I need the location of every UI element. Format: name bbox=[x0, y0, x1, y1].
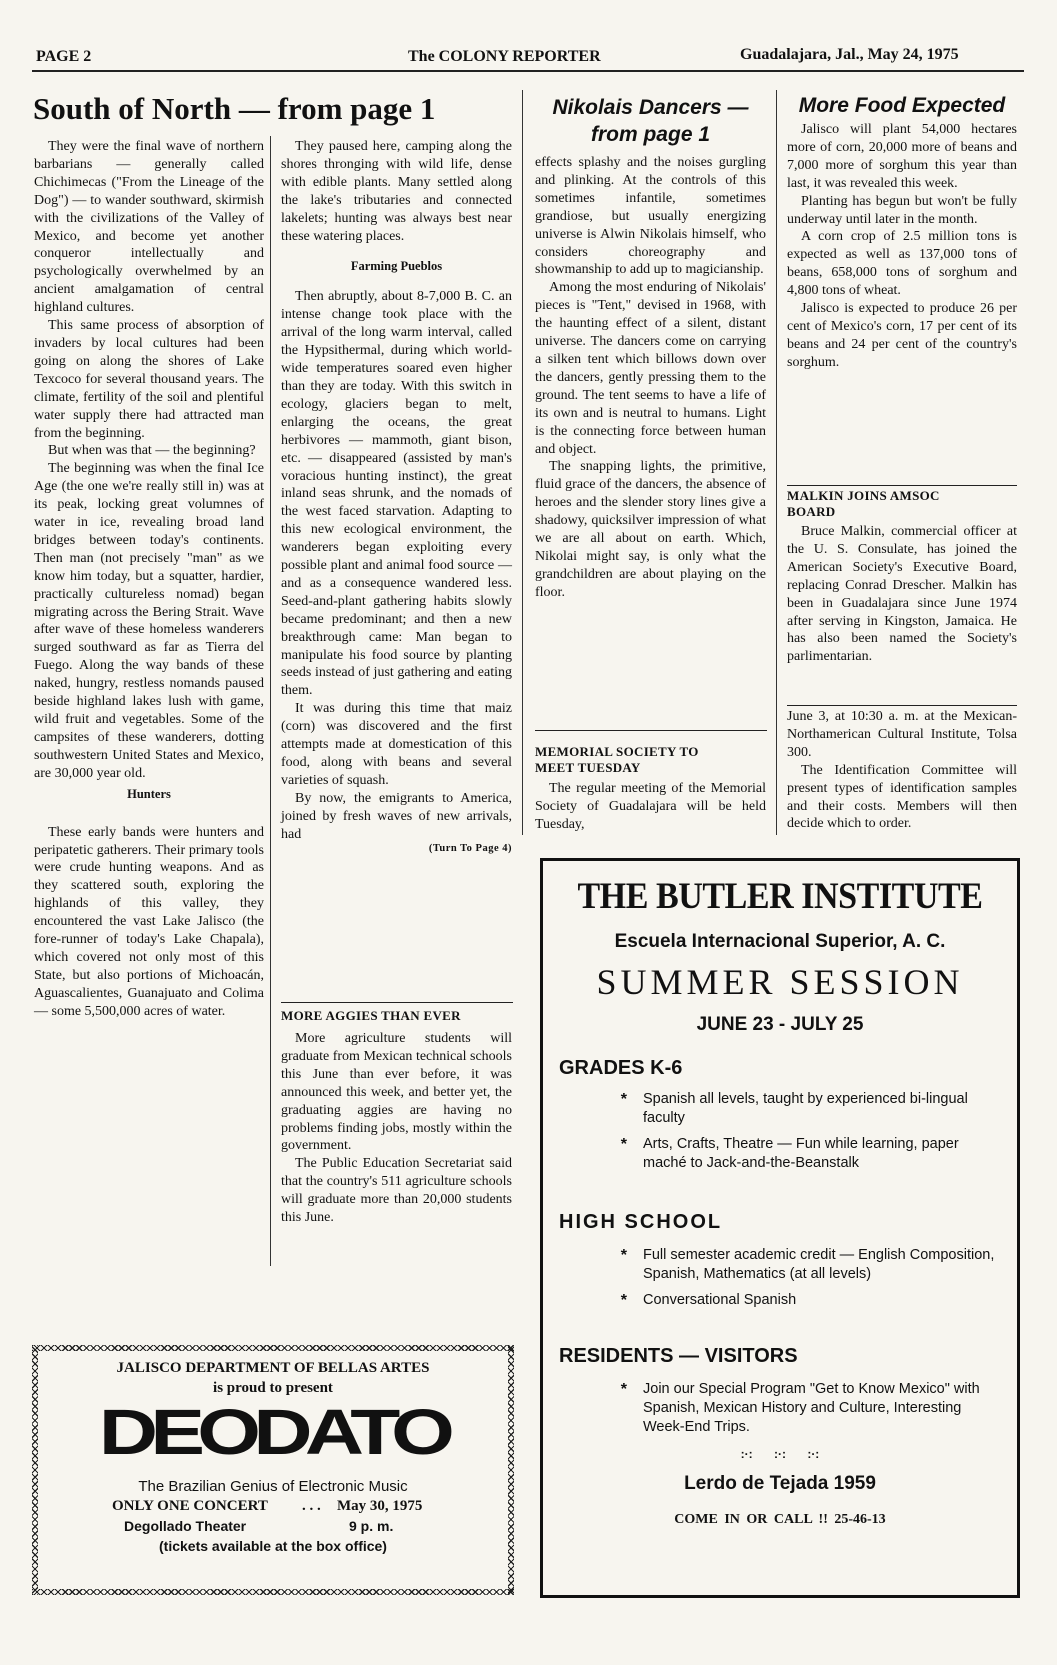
deodato-tagline: The Brazilian Genius of Electronic Music bbox=[138, 1478, 408, 1495]
article-malkin bbox=[787, 488, 1017, 666]
butler-call: COME IN OR CALL !! 25-46-13 bbox=[674, 1512, 886, 1527]
bullet-text: Join our Special Program "Get to Know Mexico" with Spanish, Mexican History and Culture, Interesting Week-End Trips. bbox=[643, 1381, 980, 1435]
paragraph: The snapping lights, the primitive, fluid grace of the dancers, the absence of heroes and the slender story lines give a shadowy, quicksilver impression of what we are all about on earth. Which, Nikolai might say, is only what the grandchildren are about playing on the floor. bbox=[535, 459, 766, 600]
aggies-headline: MORE AGGIES THAN EVER bbox=[281, 1008, 461, 1023]
paragraph: It was during this time that maiz (corn) was discovered and the first attempts made at domestication of this food, along with beans and several varieties of squash. bbox=[281, 701, 512, 788]
butler-session: SUMMER SESSION bbox=[596, 962, 964, 1002]
bullet-item: * Conversational Spanish bbox=[583, 1291, 1003, 1310]
decorative-dots: :·: :·: :·: bbox=[740, 1447, 820, 1461]
paragraph: Jalisco is expected to produce 26 per cent of Mexico's corn, 17 per cent of its beans and 24 per cent of the country's sorghum. bbox=[787, 301, 1017, 370]
paragraph: effects splashy and the noises gurgling and plinking. At the controls of this sometimes infantile, sometimes grandiose, but usually energizing universe is Alwin Nikolais himself, who considers choreography and showmanship to add up to magicianship. bbox=[535, 155, 766, 278]
paragraph: These early bands were hunters and peripatetic gatherers. Their primary tools were crude hunting weapons. And as they scattered south, exploring the highlands of this valley, they encountered the vast Lake Jalisco (the fore-runner of today's Lake Chapala), which covered not only most of this State, but also portions of Michoacán, Aguascalientes, Guanajuato and Colima — some 5,500,000 acres of water. bbox=[34, 824, 264, 1019]
paragraph: By now, the emigrants to America, joined by fresh waves of new arrivals, had bbox=[281, 790, 512, 842]
bullet-text: Spanish all levels, taught by experienced bi-lingual faculty bbox=[643, 1091, 968, 1126]
bullet-text: Conversational Spanish bbox=[643, 1292, 797, 1308]
butler-address: Lerdo de Tejada 1959 bbox=[684, 1473, 876, 1494]
paragraph: The Identification Committee will present types of identification samples and their costs. Members will then decide which to order. bbox=[787, 762, 1017, 832]
butler-title: THE BUTLER INSTITUTE bbox=[577, 876, 983, 917]
memorial-headline: MEMORIAL SOCIETY TO MEET TUESDAY bbox=[535, 744, 699, 775]
butler-subtitle: Escuela Internacional Superior, A. C. bbox=[614, 931, 946, 952]
section-heading-residents: RESIDENTS — VISITORS bbox=[559, 1345, 798, 1367]
paragraph: The Public Education Secretariat said that the country's 511 agriculture schools will graduate more than 20,000 students this June. bbox=[281, 1156, 512, 1226]
bullet-text: Arts, Crafts, Theatre — Fun while learning, paper maché to Jack-and-the-Beanstalk bbox=[643, 1136, 959, 1171]
paragraph: They were the final wave of northern barbarians — generally called Chichimecas ("From the Lineage of the Dog") — to wander southward, skirmish with the civilizations of the Valley of Mexico, and become yet another conqueror intellectually and psychologically overwhelmed by an ancient amalgamation of central highland cultures. bbox=[34, 139, 264, 316]
paragraph: Among the most enduring of Nikolais' pieces is "Tent," devised in 1968, with the haunting effect of a silent, distant universe. The dancers come on carrying a silken tent which billows down over the dancers, gently pressing them to the ground. The tent seems to have a life of its own and is neutral to humans. Light is the connecting force between human and object. bbox=[535, 280, 766, 457]
deodato-present-line: is proud to present bbox=[213, 1380, 333, 1396]
deodato-ad bbox=[32, 1345, 514, 1595]
bullet-text: Full semester academic credit — English Composition, Spanish, Mathematics (at all levels) bbox=[643, 1247, 995, 1282]
deodato-concert: ONLY ONE CONCERT bbox=[112, 1498, 268, 1514]
paragraph: Bruce Malkin, commercial officer at the U. S. Consulate, has joined the American Society's Executive Board, replacing Conrad Drescher. Malkin has been in Guadalajara since June 1974 after serving in Kingston, Jamaica. He has also been named the Society's parlimentarian. bbox=[787, 524, 1017, 665]
section-heading-high-school: HIGH SCHOOL bbox=[559, 1211, 723, 1233]
deodato-logo: DEODATO bbox=[98, 1396, 448, 1468]
bullet-item: * Full semester academic credit — English Composition, Spanish, Mathematics (at all levels) bbox=[583, 1246, 1003, 1284]
subhead-hunters: Hunters bbox=[127, 786, 171, 801]
masthead: The COLONY REPORTER bbox=[408, 48, 601, 65]
article-south-column-1 bbox=[34, 138, 264, 1021]
deodato-tickets: (tickets available at the box office) bbox=[159, 1538, 387, 1554]
page-number: PAGE 2 bbox=[36, 48, 92, 65]
food-headline: More Food Expected bbox=[798, 94, 1006, 117]
paragraph: The beginning was when the final Ice Age (the one we're really still in) was at its peak, locking great volumnes of water in ice, revealing broad land bridges between today's continents. Then man (not precisely "man" as we know him today, but a squatter, hardier, practically cultureless nomad) began migrating across the Bering Strait. Wave after wave of these homeless wanderers surged southward as far as Tierra del Fuego. Along the way bands of these naked, hungry, restless nomands paused beside highland lakes lush with game, wild fruit and vegetables. Some of the campsites of these wanderers, dotting southwestern United States and Mexico, are 30,000 year old. bbox=[34, 461, 264, 781]
paragraph: Then abruptly, about 8-7,000 B. C. an intense change took place with the arrival of the long warm interval, called the Hypsithermal, during which world-wide temperatures soared even higher than they are today. With this switch in ecology, glaciers began to melt, enlarging the oceans, the great herbivores — mammoth, giant bison, etc. — disappeared (assisted by man's voracious hunting instinct), the great inland seas shrunk, and the nomads of the west faced starvation. Adapting to this new ecological environment, the wanderers began exploiting every possible plant and animal food source — and as a consequence wandered less. Seed-and-plant gathering habits slowly became predominant; and then a new breakthrough came: Man began to manipulate his food source by planting seeds instead of just gathering and eating them. bbox=[281, 289, 512, 699]
paragraph: Jalisco will plant 54,000 hectares more of corn, 20,000 more of beans and 7,000 more of sorghum this year than last, it was revealed this week. bbox=[787, 122, 1017, 191]
butler-dates: JUNE 23 - JULY 25 bbox=[696, 1014, 864, 1035]
section-heading-grades: GRADES K-6 bbox=[559, 1057, 683, 1079]
deodato-date: May 30, 1975 bbox=[337, 1498, 423, 1514]
article-more-food bbox=[787, 92, 1017, 372]
paragraph: The regular meeting of the Memorial Society of Guadalajara will be held Tuesday, bbox=[535, 781, 766, 832]
article-memorial bbox=[535, 744, 766, 834]
article-south-column-2 bbox=[281, 138, 512, 854]
article-aggies bbox=[281, 1008, 512, 1227]
dateline: Guadalajara, Jal., May 24, 1975 bbox=[740, 46, 959, 63]
paragraph: June 3, at 10:30 a. m. at the Mexican-Northamerican Cultural Institute, Tolsa 300. bbox=[787, 709, 1017, 760]
article-memorial-continued bbox=[787, 708, 1017, 833]
deodato-time: 9 p. m. bbox=[349, 1518, 394, 1534]
paragraph: Planting has begun but won't be fully underway until later in the month. bbox=[787, 193, 1017, 227]
paragraph: A corn crop of 2.5 million tons is expected as well as 137,000 tons of beans, 658,000 tons of sorghum and 4,800 tons of wheat. bbox=[787, 229, 1017, 299]
bullet-item: * Spanish all levels, taught by experienced bi-lingual faculty bbox=[583, 1090, 1003, 1128]
subhead-farming-pueblos: Farming Pueblos bbox=[350, 259, 443, 274]
paragraph: This same process of absorption of invaders by local cultures had been going on along the shores of Lake Texcoco for several thousand years. The climate, fertility of the soil and plentiful water supply there had attracted man from the beginning. bbox=[34, 318, 264, 441]
bullet-item: * Join our Special Program "Get to Know Mexico" with Spanish, Mexican History and Culture, Interesting Week-End Trips. bbox=[583, 1380, 1003, 1437]
paragraph: But when was that — the beginning? bbox=[48, 443, 256, 459]
bullet-item: * Arts, Crafts, Theatre — Fun while learning, paper maché to Jack-and-the-Beanstalk bbox=[583, 1135, 1003, 1173]
nikolais-headline: Nikolais Dancers — from page 1 bbox=[552, 96, 749, 146]
malkin-headline: MALKIN JOINS AMSOC BOARD bbox=[787, 488, 940, 519]
paragraph: They paused here, camping along the shores thronging with wild life, dense with edible plants. Many settled along the lake's tributaries and connected lakelets; hunting was always best near these watering places. bbox=[281, 139, 512, 244]
deodato-venue: Degollado Theater bbox=[124, 1518, 247, 1534]
deodato-dots: . . . bbox=[302, 1498, 321, 1514]
paragraph: More agriculture students will graduate from Mexican technical schools this June than ever before, it was announced this week, and better yet, the graduating aggies are having no problems finding jobs, mostly within the government. bbox=[281, 1031, 512, 1154]
article-nikolais bbox=[535, 94, 766, 602]
butler-institute-ad bbox=[540, 858, 1020, 1598]
deodato-presenter: JALISCO DEPARTMENT OF BELLAS ARTES bbox=[116, 1360, 430, 1376]
article-headline-south-of-north: South of North — from page 1 bbox=[33, 91, 436, 126]
jump-line: (Turn To Page 4) bbox=[428, 842, 512, 854]
